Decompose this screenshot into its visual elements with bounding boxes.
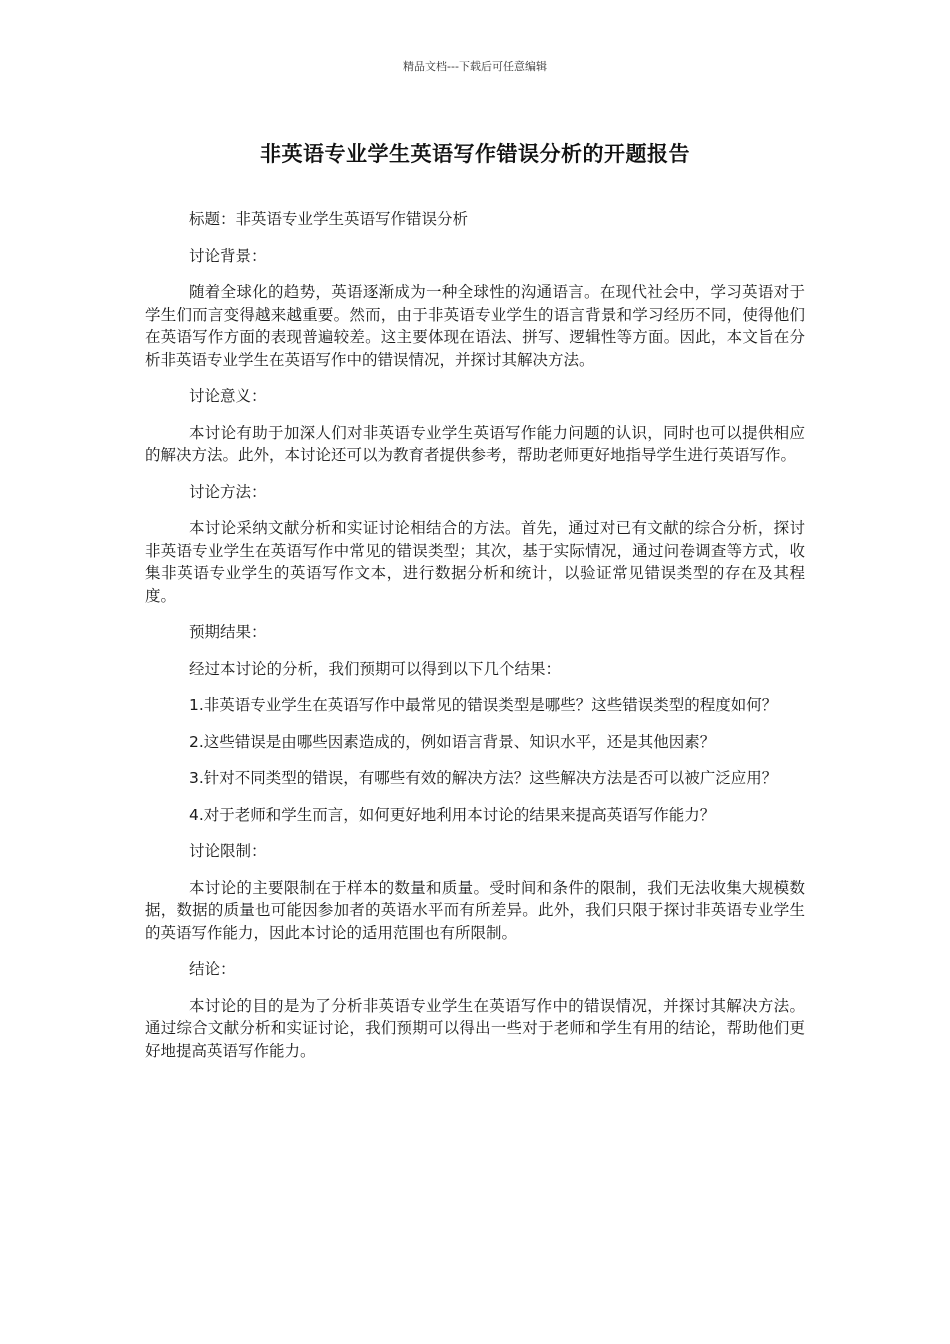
conclusion-paragraph: 本讨论的目的是为了分析非英语专业学生在英语写作中的错误情况，并探讨其解决方法。通过综合文献分析和实证讨论，我们预期可以得出一些对于老师和学生有用的结论，帮助他们更好地提高英语写作能力。	[145, 996, 805, 1060]
method-heading: 讨论方法：	[189, 482, 267, 501]
document-title: 非英语专业学生英语写作错误分析的开题报告	[260, 142, 690, 166]
significance-heading: 讨论意义：	[189, 387, 267, 405]
significance-paragraph: 本讨论有助于加深人们对非英语专业学生英语写作能力问题的认识，同时也可以提供相应的解决方法。此外，本讨论还可以为教育者提供参考，帮助老师更好地指导学生进行英语写作。	[145, 423, 805, 464]
limitation-paragraph: 本讨论的主要限制在于样本的数量和质量。受时间和条件的限制，我们无法收集大规模数据，数据的质量也可能因参加者的英语水平而有所差异。此外，我们只限于探讨非英语专业学生的英语写作能力，因此本讨论的适用范围也有所限制。	[145, 878, 805, 942]
results-intro: 经过本讨论的分析，我们预期可以得到以下几个结果：	[189, 659, 562, 678]
results-item: 3.针对不同类型的错误，有哪些有效的解决方法？这些解决方法是否可以被广泛应用？	[189, 769, 778, 787]
document-body	[145, 208, 805, 1076]
limitation-heading: 讨论限制：	[189, 842, 267, 860]
subject-line: 标题：非英语专业学生英语写作错误分析	[189, 210, 469, 228]
conclusion-heading: 结论：	[189, 960, 236, 978]
results-item: 1.非英语专业学生在英语写作中最常见的错误类型是哪些？这些错误类型的程度如何？	[189, 696, 778, 714]
results-item: 2.这些错误是由哪些因素造成的，例如语言背景、知识水平，还是其他因素？	[189, 732, 716, 751]
header-note: 精品文档---下载后可任意编辑	[403, 60, 547, 73]
background-paragraph: 随着全球化的趋势，英语逐渐成为一种全球性的沟通语言。在现代社会中，学习英语对于学生们而言变得越来越重要。然而，由于非英语专业学生的语言背景和学习经历不同，使得他们在英语写作方面的表现普遍较差。这主要体现在语法、拼写、逻辑性等方面。因此，本文旨在分析非英语专业学生在英语写作中的错误情况，并探讨其解决方法。	[145, 283, 805, 369]
results-heading: 预期结果：	[189, 623, 267, 641]
method-paragraph: 本讨论采纳文献分析和实证讨论相结合的方法。首先，通过对已有文献的综合分析，探讨非英语专业学生在英语写作中常见的错误类型；其次，基于实际情况，通过问卷调查等方式，收集非英语专业学生的英语写作文本，进行数据分析和统计，以验证常见错误类型的存在及其程度。	[145, 519, 805, 605]
background-heading: 讨论背景：	[189, 246, 267, 265]
results-item: 4.对于老师和学生而言，如何更好地利用本讨论的结果来提高英语写作能力？	[189, 805, 716, 824]
